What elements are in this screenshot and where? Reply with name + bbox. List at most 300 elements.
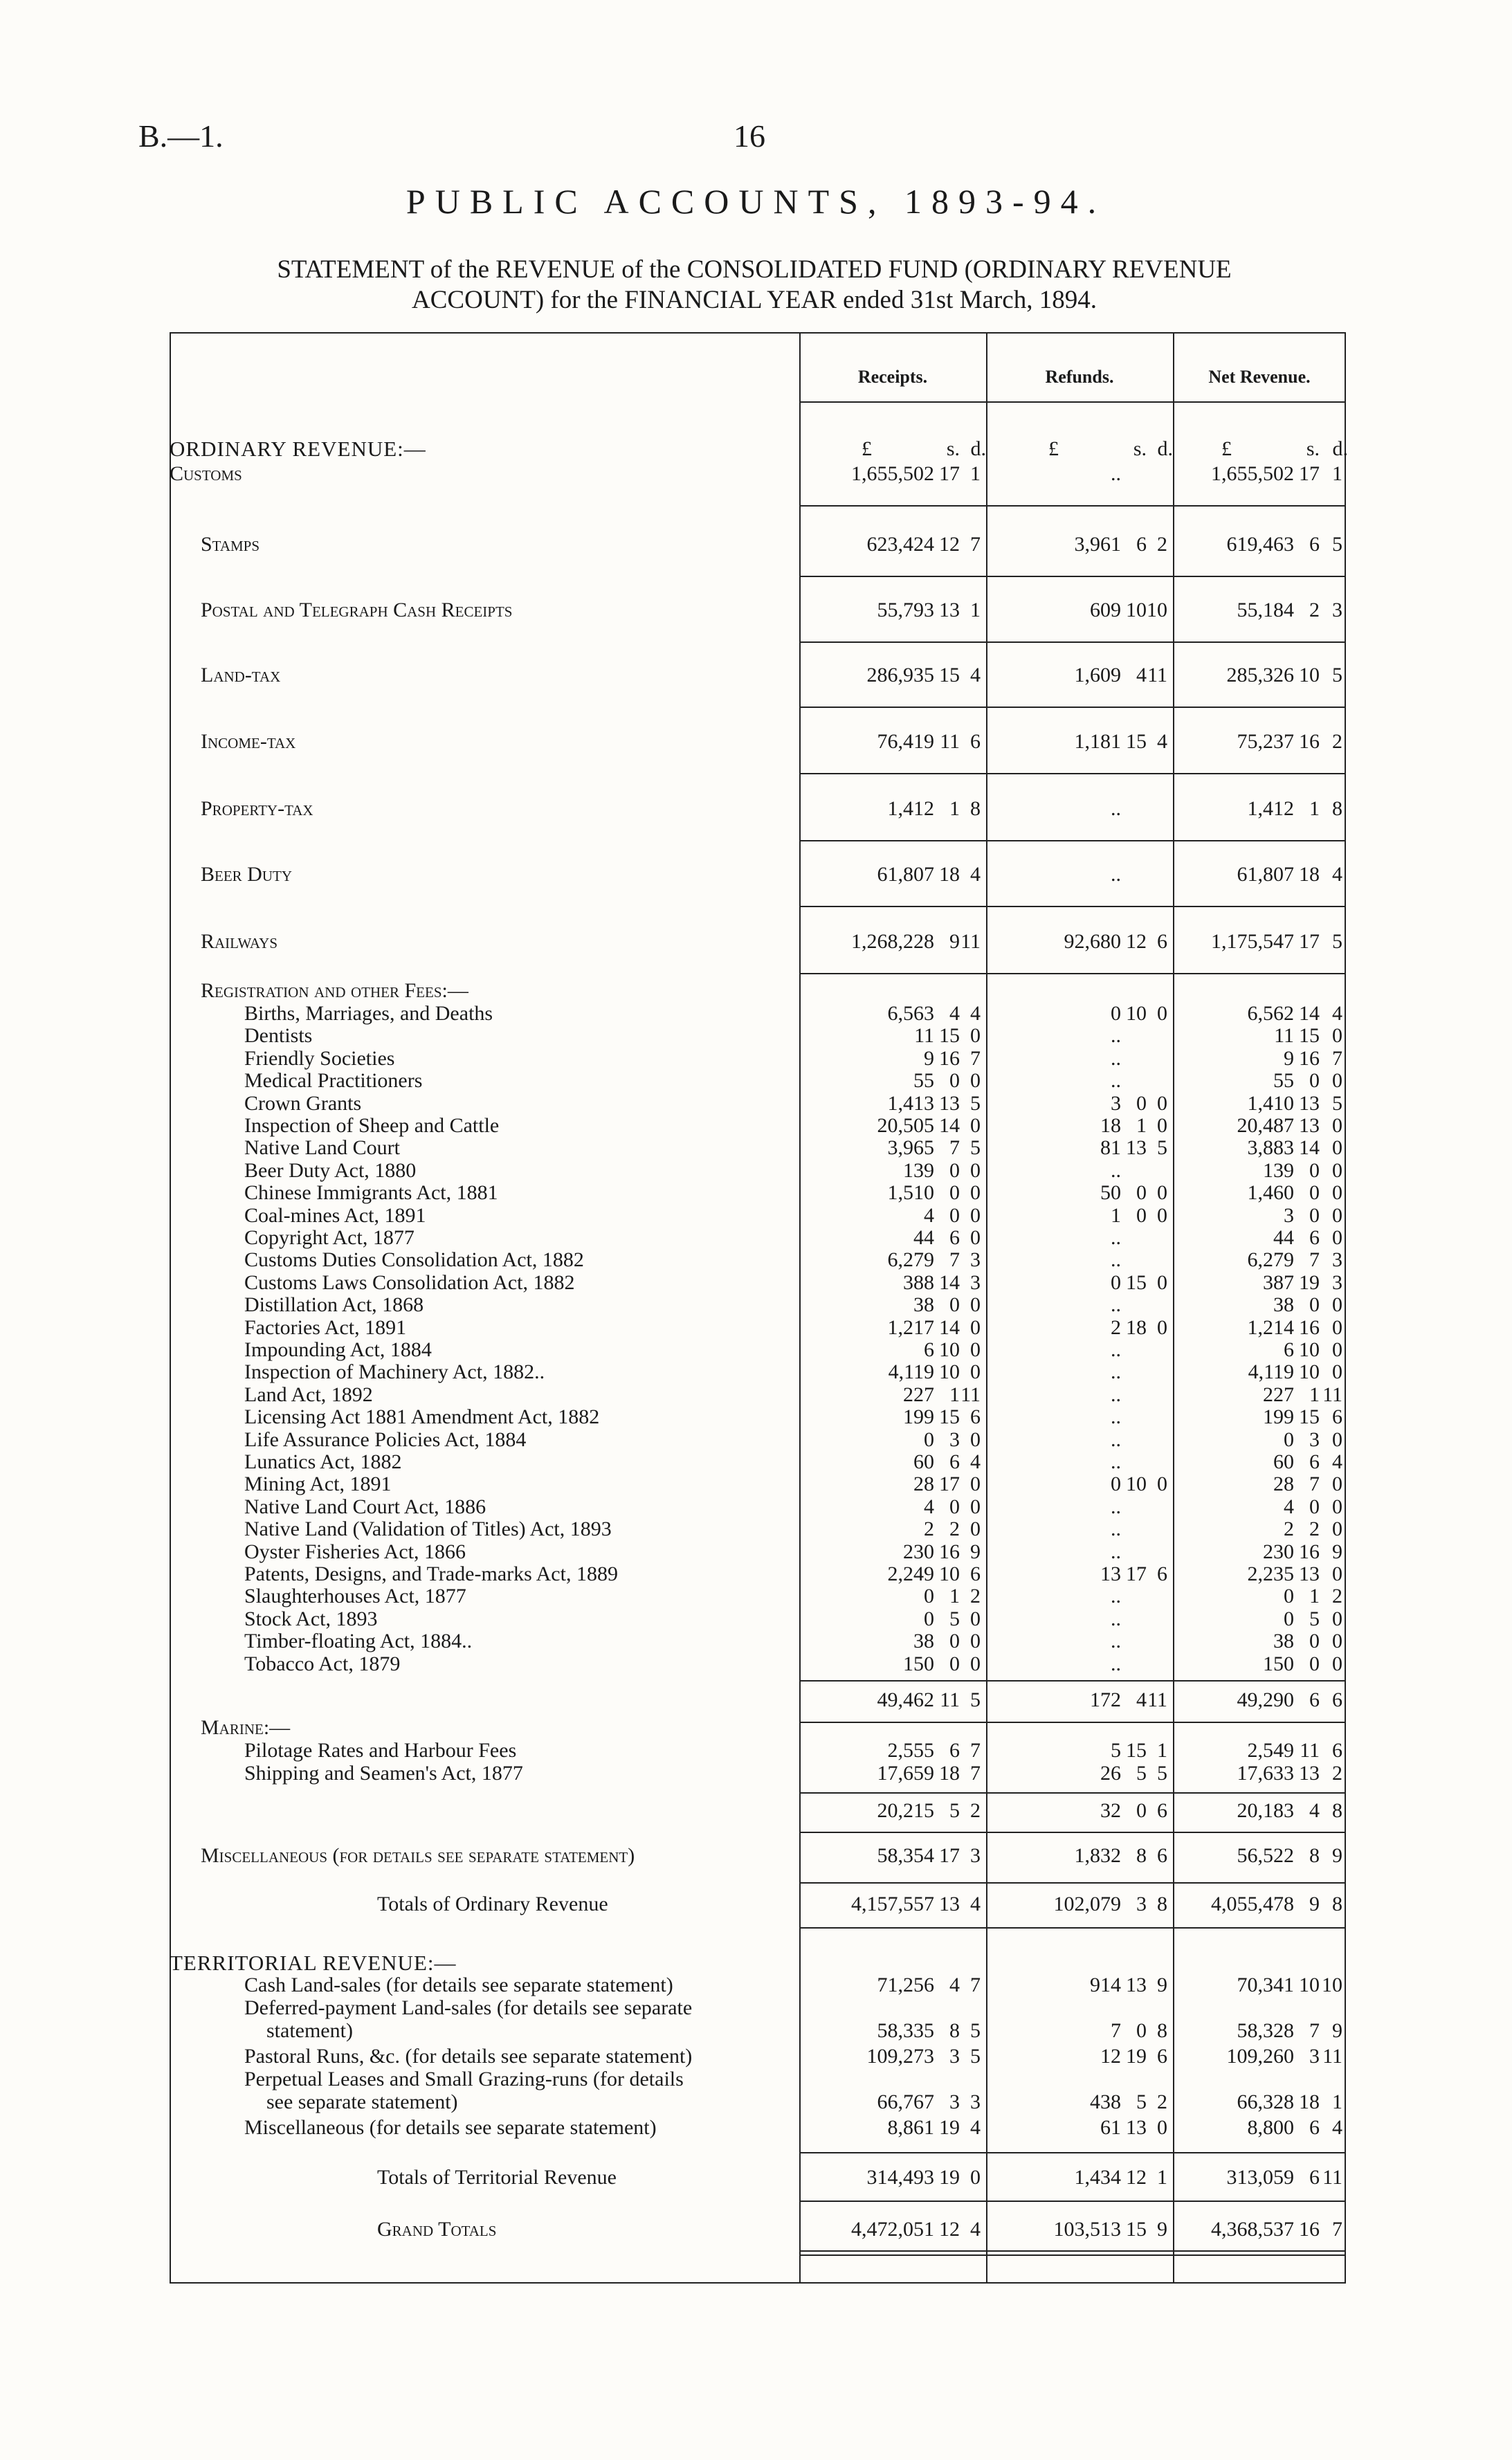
receipts-shillings: 0 xyxy=(949,1630,960,1653)
revenue-label: Beer Duty xyxy=(201,863,292,886)
net-pounds: 1,460 xyxy=(1247,1181,1294,1205)
net-pence: 0 xyxy=(1332,1338,1342,1361)
receipts-pounds: 3,965 xyxy=(887,1136,934,1160)
net-pence: 4 xyxy=(1332,2116,1342,2139)
net-shillings: 6 xyxy=(1309,1450,1320,1473)
fee-label: Life Assurance Policies Act, 1884 xyxy=(244,1428,527,1451)
net-pounds: 70,341 xyxy=(1237,1974,1294,1996)
net-shillings: 9 xyxy=(1309,1893,1320,1915)
net-shillings: 19 xyxy=(1299,1270,1320,1294)
marine-total-row xyxy=(170,1799,1346,1823)
subtitle-line-2: ACCOUNT) for the FINANCIAL YEAR ended 31st March, 1894. xyxy=(412,286,1097,314)
net-pence: 0 xyxy=(1332,1360,1342,1384)
net-pounds: 3,883 xyxy=(1247,1136,1294,1160)
net-pounds: 6,279 xyxy=(1247,1248,1294,1272)
row-rule xyxy=(799,773,1346,774)
refunds-shillings: 10 xyxy=(1126,1473,1147,1496)
territorial-row-cont xyxy=(170,2019,1346,2043)
net-shillings: 14 xyxy=(1299,1136,1320,1160)
net-pence: 0 xyxy=(1332,1518,1342,1541)
net-pounds: 1,214 xyxy=(1247,1315,1294,1339)
net-pence: 0 xyxy=(1332,1428,1342,1451)
marine-row xyxy=(170,1762,1346,1785)
refunds-pounds: .. xyxy=(1111,1630,1121,1653)
receipts-shillings: 13 xyxy=(939,1893,960,1915)
net-pence: 9 xyxy=(1332,2019,1342,2042)
fee-row xyxy=(170,1562,1346,1586)
net-pence: 5 xyxy=(1332,930,1342,953)
receipts-pence: 4 xyxy=(970,1450,981,1473)
receipts-pounds: 623,424 xyxy=(866,533,934,556)
refunds-pence: 1 xyxy=(1157,2166,1167,2189)
fee-label: Native Land (Validation of Titles) Act, 1893 xyxy=(244,1518,612,1541)
net-pounds: 56,522 xyxy=(1237,1844,1294,1867)
refunds-pence: 0 xyxy=(1157,1181,1167,1205)
net-pounds: 60 xyxy=(1273,1450,1294,1473)
receipts-pounds: 2 xyxy=(924,1518,934,1541)
receipts-shillings: 1 xyxy=(949,1383,960,1406)
fee-row xyxy=(170,1181,1346,1205)
refunds-pounds: .. xyxy=(1111,1024,1121,1048)
net-pence: 0 xyxy=(1332,1203,1342,1227)
net-shillings: 1 xyxy=(1309,1585,1320,1608)
receipts-shillings: 15 xyxy=(939,1405,960,1429)
receipts-pence: 4 xyxy=(970,1893,981,1915)
receipts-shillings: 17 xyxy=(939,462,960,485)
net-pounds: 2 xyxy=(1284,1518,1294,1541)
receipts-pence: 0 xyxy=(970,2166,981,2189)
subtotal-rule xyxy=(799,1882,1346,1884)
refunds-pounds: .. xyxy=(1111,1585,1121,1608)
net-pounds: 4,055,478 xyxy=(1211,1893,1294,1915)
receipts-pounds: 28 xyxy=(913,1473,934,1496)
revenue-row xyxy=(170,533,1346,556)
net-pounds: 44 xyxy=(1273,1226,1294,1249)
receipts-pence: 0 xyxy=(970,1203,981,1227)
fee-row xyxy=(170,1450,1346,1474)
revenue-label: Postal and Telegraph Cash Receipts xyxy=(201,599,513,621)
refunds-pounds: .. xyxy=(1111,1652,1121,1675)
receipts-pounds: 38 xyxy=(913,1293,934,1317)
refunds-pounds: .. xyxy=(1111,1338,1121,1361)
net-pence: 0 xyxy=(1332,1562,1342,1585)
page-title: PUBLIC ACCOUNTS, 1893-94. xyxy=(406,182,1106,221)
revenue-label: Land-tax xyxy=(201,664,281,686)
row-rule xyxy=(799,641,1346,643)
net-shillings: 0 xyxy=(1309,1293,1320,1317)
ordinary-total-label: Totals of Ordinary Revenue xyxy=(377,1893,608,1915)
fee-label: Births, Marriages, and Deaths xyxy=(244,1002,493,1025)
net-pence: 9 xyxy=(1332,1540,1342,1563)
net-pounds: 38 xyxy=(1273,1293,1294,1317)
receipts-pence: 7 xyxy=(970,1762,981,1785)
refunds-shillings: 0 xyxy=(1136,1091,1147,1115)
receipts-pence: 11 xyxy=(960,1383,981,1406)
receipts-pence: 0 xyxy=(970,1181,981,1205)
receipts-pounds: 49,462 xyxy=(877,1688,934,1711)
receipts-shillings: 7 xyxy=(949,1136,960,1160)
fee-label: Factories Act, 1891 xyxy=(244,1315,407,1339)
refunds-pence: 6 xyxy=(1157,2045,1167,2068)
receipts-pence: 0 xyxy=(970,1293,981,1317)
net-shillings: 3 xyxy=(1309,2045,1320,2068)
receipts-pence: 0 xyxy=(970,1024,981,1048)
net-pence: 0 xyxy=(1332,1630,1342,1653)
net-pounds: 230 xyxy=(1263,1540,1294,1563)
refunds-pounds: 1,609 xyxy=(1074,664,1121,686)
refunds-pence: 11 xyxy=(1147,1688,1167,1711)
fee-label: Tobacco Act, 1879 xyxy=(244,1652,401,1675)
receipts-pounds: 71,256 xyxy=(877,1974,934,1996)
refunds-shillings: 0 xyxy=(1136,2019,1147,2042)
fee-row xyxy=(170,1338,1346,1362)
receipts-pence: 0 xyxy=(970,1338,981,1361)
net-pounds: 75,237 xyxy=(1237,730,1294,753)
refunds-pounds: .. xyxy=(1111,462,1121,485)
fee-label: Patents, Designs, and Trade-marks Act, 1889 xyxy=(244,1562,618,1585)
grand-total-rule xyxy=(799,2250,1346,2252)
receipts-shillings: 17 xyxy=(939,1473,960,1496)
net-pounds: 9 xyxy=(1284,1046,1294,1070)
fee-label: Crown Grants xyxy=(244,1091,362,1115)
refunds-pounds: 61 xyxy=(1100,2116,1121,2139)
refunds-pounds: 3,961 xyxy=(1074,533,1121,556)
shillings-label: s. xyxy=(946,437,960,460)
refunds-pounds: .. xyxy=(1111,1069,1121,1093)
net-pence: 7 xyxy=(1332,1046,1342,1070)
receipts-pounds: 11 xyxy=(914,1024,934,1048)
receipts-shillings: 10 xyxy=(939,1562,960,1585)
refunds-pounds: 914 xyxy=(1090,1974,1121,1996)
receipts-shillings: 2 xyxy=(949,1518,960,1541)
receipts-pounds: 314,493 xyxy=(866,2166,934,2189)
net-pounds: 3 xyxy=(1284,1203,1294,1227)
refunds-pounds: 26 xyxy=(1100,1762,1121,1785)
net-shillings: 0 xyxy=(1309,1630,1320,1653)
refunds-shillings: 13 xyxy=(1126,1136,1147,1160)
net-pounds: 227 xyxy=(1263,1383,1294,1406)
marine-row xyxy=(170,1739,1346,1762)
receipts-pence: 0 xyxy=(970,1630,981,1653)
refunds-pounds: 92,680 xyxy=(1064,930,1121,953)
receipts-pence: 3 xyxy=(970,1844,981,1867)
receipts-pounds: 1,217 xyxy=(887,1315,934,1339)
refunds-pence: 0 xyxy=(1157,1270,1167,1294)
fee-label: Native Land Court Act, 1886 xyxy=(244,1495,486,1518)
refunds-pounds: 172 xyxy=(1090,1688,1121,1711)
fee-row xyxy=(170,1002,1346,1026)
net-shillings: 13 xyxy=(1299,1114,1320,1137)
fee-label: Dentists xyxy=(244,1024,313,1048)
net-pence: 2 xyxy=(1332,1762,1342,1785)
revenue-row xyxy=(170,797,1346,821)
receipts-pence: 0 xyxy=(970,1495,981,1518)
receipts-pounds: 1,412 xyxy=(887,797,934,820)
net-pence: 9 xyxy=(1332,1844,1342,1867)
receipts-pounds: 58,335 xyxy=(877,2019,934,2042)
receipts-shillings: 0 xyxy=(949,1293,960,1317)
refunds-pence: 5 xyxy=(1157,1136,1167,1160)
receipts-shillings: 10 xyxy=(939,1360,960,1384)
fee-row xyxy=(170,1114,1346,1138)
fee-row xyxy=(170,1428,1346,1452)
marine-label: Pilotage Rates and Harbour Fees xyxy=(244,1739,517,1762)
receipts-pence: 6 xyxy=(970,1405,981,1429)
refunds-pounds: .. xyxy=(1111,1293,1121,1317)
receipts-pounds: 4,472,051 xyxy=(851,2218,934,2241)
refunds-shillings: 6 xyxy=(1136,533,1147,556)
marine-label: Shipping and Seamen's Act, 1877 xyxy=(244,1762,523,1785)
fee-row xyxy=(170,1204,1346,1228)
receipts-pounds: 55 xyxy=(913,1069,934,1093)
refunds-pounds: 103,513 xyxy=(1053,2218,1121,2241)
territorial-label-cont: statement) xyxy=(266,2019,353,2042)
receipts-shillings: 5 xyxy=(949,1607,960,1630)
territorial-label: Pastoral Runs, &c. (for details see separate statement) xyxy=(244,2045,693,2068)
receipts-shillings: 0 xyxy=(949,1181,960,1205)
net-pence: 11 xyxy=(1322,2166,1342,2189)
header-rule xyxy=(799,401,1346,403)
receipts-pounds: 6,563 xyxy=(887,1002,934,1025)
receipts-pounds: 0 xyxy=(924,1428,934,1451)
net-pounds: 0 xyxy=(1284,1428,1294,1451)
receipts-pence: 0 xyxy=(970,1652,981,1675)
receipts-shillings: 5 xyxy=(949,1799,960,1822)
net-shillings: 10 xyxy=(1299,664,1320,686)
refunds-pounds: 438 xyxy=(1090,2090,1121,2113)
refunds-pounds: .. xyxy=(1111,1360,1121,1384)
receipts-pence: 3 xyxy=(970,2090,981,2113)
row-rule xyxy=(799,840,1346,841)
net-pence: 0 xyxy=(1332,1607,1342,1630)
receipts-shillings: 0 xyxy=(949,1069,960,1093)
net-pounds: 139 xyxy=(1263,1158,1294,1182)
pounds-sign: £ xyxy=(1221,437,1232,460)
receipts-pounds: 60 xyxy=(913,1450,934,1473)
refunds-shillings: 10 xyxy=(1126,599,1147,621)
refunds-pence: 2 xyxy=(1157,2090,1167,2113)
row-rule xyxy=(799,973,1346,974)
net-pounds: 11 xyxy=(1274,1024,1294,1048)
net-shillings: 6 xyxy=(1309,533,1320,556)
net-shillings: 10 xyxy=(1299,1338,1320,1361)
net-pounds: 0 xyxy=(1284,1607,1294,1630)
refunds-shillings: 12 xyxy=(1126,930,1147,953)
net-pence: 8 xyxy=(1332,797,1342,820)
pounds-sign: £ xyxy=(1048,437,1059,460)
net-shillings: 3 xyxy=(1309,1428,1320,1451)
receipts-shillings: 11 xyxy=(940,1688,960,1711)
receipts-pence: 2 xyxy=(970,1585,981,1608)
territorial-row xyxy=(170,1996,1346,2020)
net-shillings: 16 xyxy=(1299,1540,1320,1563)
net-pence: 0 xyxy=(1332,1293,1342,1317)
refunds-pence: 9 xyxy=(1157,2218,1167,2241)
net-pence: 7 xyxy=(1332,2218,1342,2241)
receipts-shillings: 3 xyxy=(949,2045,960,2068)
table-bottom-rule xyxy=(170,2282,1346,2284)
refunds-shillings: 0 xyxy=(1136,1203,1147,1227)
ordinary-total-row xyxy=(170,1893,1346,1916)
statement-subtitle xyxy=(152,255,1356,316)
net-pence: 0 xyxy=(1332,1181,1342,1205)
row-rule xyxy=(799,505,1346,507)
receipts-pounds: 150 xyxy=(903,1652,934,1675)
territorial-label: Cash Land-sales (for details see separate statement) xyxy=(244,1974,673,1996)
refunds-pence: 0 xyxy=(1157,1002,1167,1025)
net-pounds: 49,290 xyxy=(1237,1688,1294,1711)
territorial-row xyxy=(170,2116,1346,2140)
receipts-pence: 5 xyxy=(970,2045,981,2068)
fee-label: Friendly Societies xyxy=(244,1046,395,1070)
receipts-pence: 11 xyxy=(960,930,981,953)
receipts-pence: 4 xyxy=(970,863,981,886)
receipts-pence: 8 xyxy=(970,797,981,820)
net-pounds: 619,463 xyxy=(1226,533,1294,556)
net-shillings: 8 xyxy=(1309,1844,1320,1867)
fee-row xyxy=(170,1069,1346,1093)
refunds-pence: 1 xyxy=(1157,1739,1167,1762)
net-pounds: 109,260 xyxy=(1226,2045,1294,2068)
receipts-pounds: 2,555 xyxy=(887,1739,934,1762)
net-pounds: 2,549 xyxy=(1247,1739,1294,1762)
receipts-pence: 2 xyxy=(970,1799,981,1822)
refunds-pounds: .. xyxy=(1111,1046,1121,1070)
refunds-pence: 0 xyxy=(1157,1473,1167,1496)
receipts-pounds: 9 xyxy=(924,1046,934,1070)
receipts-pounds: 6 xyxy=(924,1338,934,1361)
refunds-pounds: 609 xyxy=(1090,599,1121,621)
receipts-shillings: 12 xyxy=(939,2218,960,2241)
fee-row xyxy=(170,1495,1346,1519)
net-pounds: 4 xyxy=(1284,1495,1294,1518)
net-pounds: 6,562 xyxy=(1247,1002,1294,1025)
fee-row xyxy=(170,1024,1346,1048)
receipts-shillings: 7 xyxy=(949,1248,960,1272)
receipts-shillings: 18 xyxy=(939,863,960,886)
revenue-table xyxy=(170,332,1346,2284)
receipts-pence: 4 xyxy=(970,2116,981,2139)
fee-row xyxy=(170,1607,1346,1631)
net-pence: 11 xyxy=(1322,1383,1342,1406)
fee-row xyxy=(170,1652,1346,1676)
net-pounds: 1,410 xyxy=(1247,1091,1294,1115)
ordinary-revenue-heading: ORDINARY REVENUE:— xyxy=(170,437,426,461)
net-pence: 5 xyxy=(1332,1091,1342,1115)
receipts-shillings: 19 xyxy=(939,2166,960,2189)
refunds-shillings: 10 xyxy=(1126,1002,1147,1025)
refunds-shillings: 13 xyxy=(1126,2116,1147,2139)
net-shillings: 2 xyxy=(1309,599,1320,621)
receipts-shillings: 0 xyxy=(949,1652,960,1675)
net-pounds: 55,184 xyxy=(1237,599,1294,621)
refunds-shillings: 0 xyxy=(1136,1181,1147,1205)
net-shillings: 0 xyxy=(1309,1495,1320,1518)
receipts-pounds: 1,655,502 xyxy=(851,462,934,485)
refunds-pence: 8 xyxy=(1157,2019,1167,2042)
receipts-pounds: 1,510 xyxy=(887,1181,934,1205)
refunds-pounds: .. xyxy=(1111,1428,1121,1451)
fee-row xyxy=(170,1136,1346,1160)
subtitle-line-1: STATEMENT of the REVENUE of the CONSOLIDATED FUND (ORDINARY REVENUE xyxy=(277,255,1232,284)
receipts-pounds: 230 xyxy=(903,1540,934,1563)
territorial-label: Miscellaneous (for details see separate statement) xyxy=(244,2116,657,2139)
refunds-pounds: .. xyxy=(1111,1518,1121,1541)
net-pence: 0 xyxy=(1332,1652,1342,1675)
refunds-pounds: .. xyxy=(1111,1226,1121,1249)
fee-label: Chinese Immigrants Act, 1881 xyxy=(244,1181,498,1205)
net-pence: 8 xyxy=(1332,1799,1342,1822)
currency-header-row xyxy=(170,437,1346,461)
fee-label: Slaughterhouses Act, 1877 xyxy=(244,1585,466,1608)
net-shillings: 18 xyxy=(1299,2090,1320,2113)
revenue-label: Stamps xyxy=(201,533,260,556)
refunds-shillings: 1 xyxy=(1136,1114,1147,1137)
receipts-pence: 0 xyxy=(970,1158,981,1182)
net-pounds: 58,328 xyxy=(1237,2019,1294,2042)
shillings-label: s. xyxy=(1133,437,1147,460)
receipts-pence: 0 xyxy=(970,1518,981,1541)
territorial-revenue-heading: TERRITORIAL REVENUE:— xyxy=(170,1951,457,1975)
pounds-sign: £ xyxy=(862,437,872,460)
refunds-shillings: 18 xyxy=(1126,1315,1147,1339)
receipts-pounds: 66,767 xyxy=(877,2090,934,2113)
receipts-pounds: 61,807 xyxy=(877,863,934,886)
fee-label: Coal-mines Act, 1891 xyxy=(244,1203,426,1227)
receipts-pence: 7 xyxy=(970,533,981,556)
net-pence: 2 xyxy=(1332,730,1342,753)
refunds-shillings: 15 xyxy=(1126,1270,1147,1294)
refunds-shillings: 13 xyxy=(1126,1974,1147,1996)
territorial-label: Perpetual Leases and Small Grazing-runs (for details xyxy=(244,2068,684,2090)
fee-row xyxy=(170,1630,1346,1653)
receipts-shillings: 12 xyxy=(939,533,960,556)
net-pence: 6 xyxy=(1332,1405,1342,1429)
net-pounds: 0 xyxy=(1284,1585,1294,1608)
fee-row xyxy=(170,1540,1346,1564)
net-shillings: 17 xyxy=(1299,930,1320,953)
receipts-pounds: 0 xyxy=(924,1607,934,1630)
refunds-pounds: 102,079 xyxy=(1053,1893,1121,1915)
revenue-row xyxy=(170,930,1346,954)
receipts-pence: 0 xyxy=(970,1114,981,1137)
refunds-shillings: 15 xyxy=(1126,2218,1147,2241)
refunds-shillings: 4 xyxy=(1136,1688,1147,1711)
header-ref: B.—1. xyxy=(138,118,224,154)
net-pounds: 8,800 xyxy=(1247,2116,1294,2139)
net-pence: 1 xyxy=(1332,2090,1342,2113)
refunds-pounds: .. xyxy=(1111,1540,1121,1563)
net-pence: 3 xyxy=(1332,599,1342,621)
refunds-pounds: 1,832 xyxy=(1074,1844,1121,1867)
net-pence: 5 xyxy=(1332,533,1342,556)
net-pounds: 285,326 xyxy=(1226,664,1294,686)
receipts-shillings: 19 xyxy=(939,2116,960,2139)
net-pounds: 1,412 xyxy=(1247,797,1294,820)
receipts-shillings: 3 xyxy=(949,2090,960,2113)
refunds-pounds: .. xyxy=(1111,797,1121,820)
revenue-label: Income-tax xyxy=(201,730,296,753)
receipts-pence: 0 xyxy=(970,1360,981,1384)
refunds-pounds: 0 xyxy=(1111,1473,1121,1496)
receipts-shillings: 16 xyxy=(939,1046,960,1070)
net-shillings: 13 xyxy=(1299,1091,1320,1115)
fee-row xyxy=(170,1248,1346,1272)
territorial-heading-row xyxy=(170,1951,1346,1975)
refunds-pounds: .. xyxy=(1111,1495,1121,1518)
receipts-pence: 5 xyxy=(970,1688,981,1711)
receipts-pounds: 55,793 xyxy=(877,599,934,621)
